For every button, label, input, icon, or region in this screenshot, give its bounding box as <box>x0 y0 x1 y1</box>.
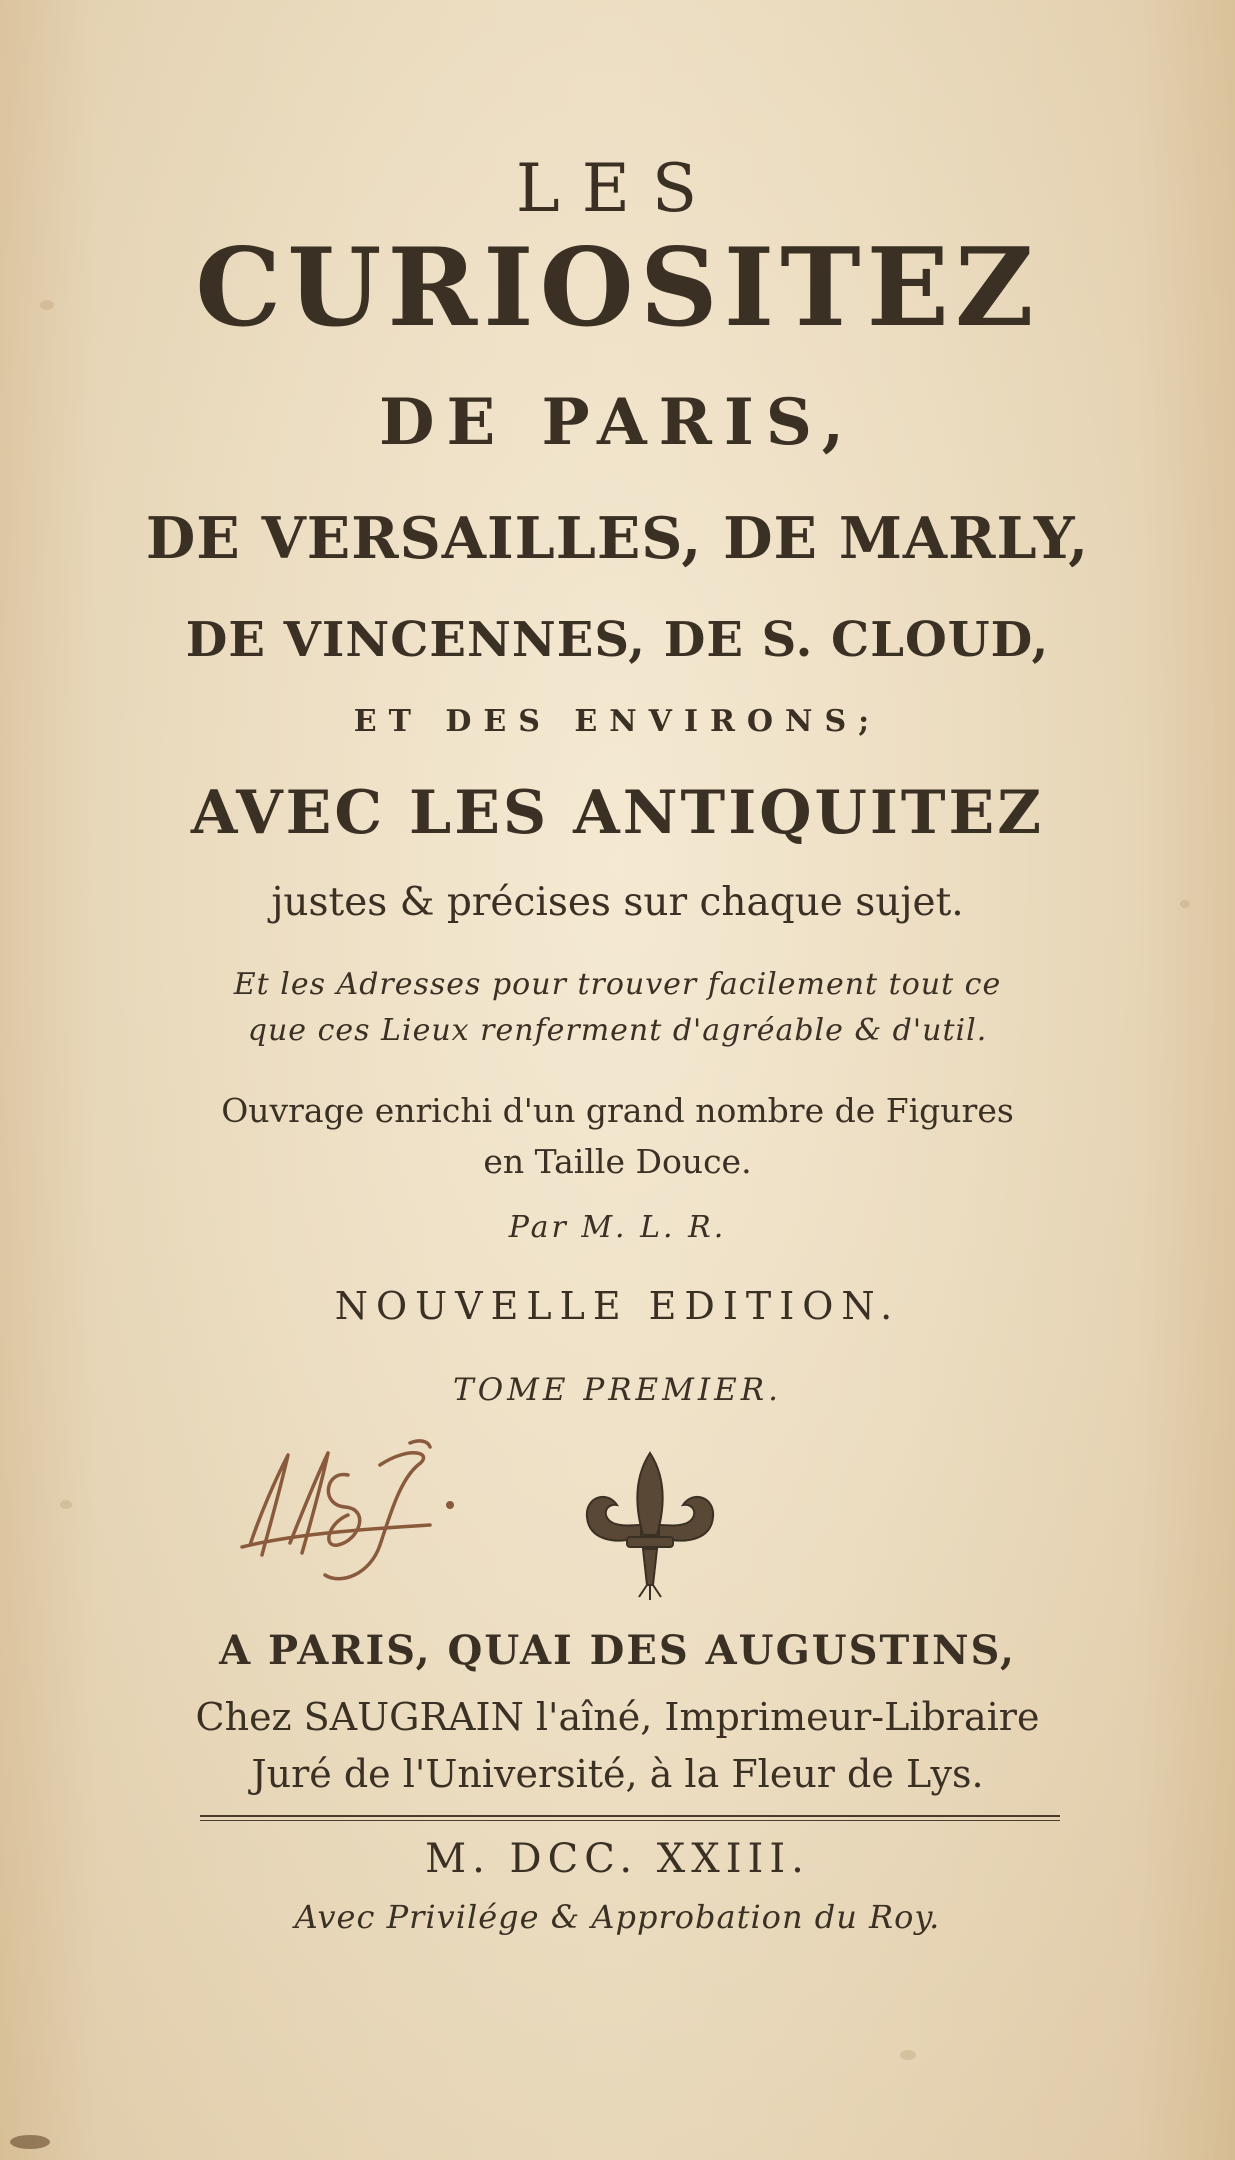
edition-line: NOUVELLE EDITION. <box>334 1284 901 1328</box>
imprint-universite: Juré de l'Université, à la Fleur de Lys. <box>251 1752 984 1796</box>
title-environs: ET DES ENVIRONS; <box>353 704 882 739</box>
ink-stain <box>10 2135 50 2149</box>
subtitle-ouvrage-line-1: Ouvrage enrichi d'un grand nombre de Figures <box>221 1091 1014 1130</box>
fleur-de-lys-icon <box>575 1445 725 1605</box>
title-curiositez: CURIOSITEZ <box>195 225 1040 351</box>
title-vincennes-cloud: DE VINCENNES, DE S. CLOUD, <box>185 612 1050 668</box>
subtitle-ouvrage-line-2: en Taille Douce. <box>483 1142 752 1181</box>
foxing-spot <box>60 1500 72 1509</box>
subtitle-justes: justes & précises sur chaque sujet. <box>271 880 964 925</box>
foxing-spot <box>900 2050 916 2060</box>
imprint-privilege: Avec Privilége & Approbation du Roy. <box>294 1898 941 1936</box>
imprint-paris: A PARIS, QUAI DES AUGUSTINS, <box>219 1627 1016 1674</box>
subtitle-adresses-line-2: que ces Lieux renferment d'agréable & d'util. <box>247 1013 988 1048</box>
divider-rule-thin <box>200 1820 1060 1821</box>
title-les: LES <box>515 150 720 227</box>
imprint-date: M. DCC. XXIII. <box>425 1836 810 1882</box>
imprint-printer: Chez SAUGRAIN l'aîné, Imprimeur-Libraire <box>195 1695 1040 1739</box>
author-line: Par M. L. R. <box>508 1210 727 1245</box>
title-de-paris: DE PARIS, <box>378 385 857 460</box>
volume-line: TOME PREMIER. <box>453 1372 782 1408</box>
divider-rule <box>200 1815 1060 1817</box>
title-versailles-marly: DE VERSAILLES, DE MARLY, <box>145 505 1090 572</box>
handwritten-signature <box>230 1435 490 1595</box>
subtitle-adresses-line-1: Et les Adresses pour trouver facilement tout ce <box>233 967 1002 1002</box>
title-antiquitez: AVEC LES ANTIQUITEZ <box>190 778 1045 848</box>
